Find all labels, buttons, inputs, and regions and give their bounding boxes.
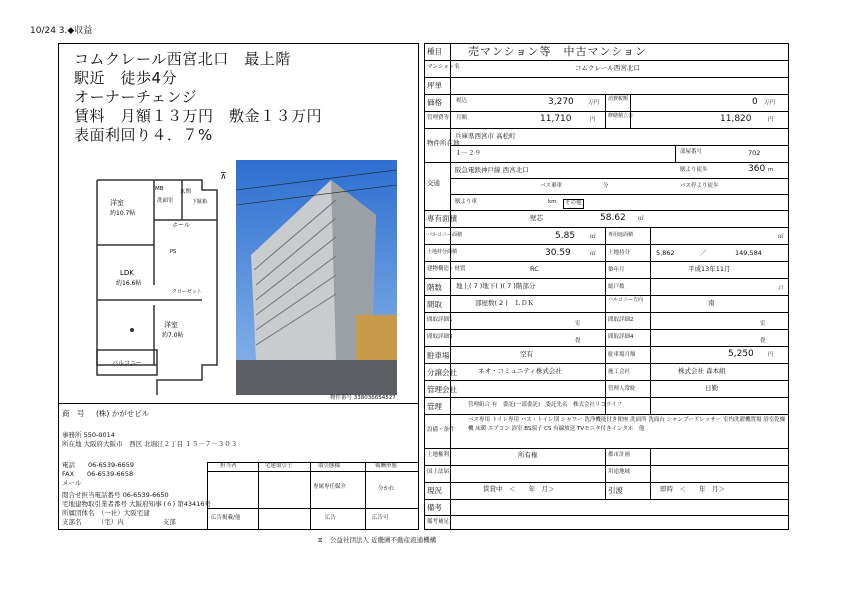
label-kanrihi: 管理費等: [427, 115, 450, 121]
unit-price: 万円: [588, 100, 600, 106]
value-handover: 即時 ＜ 年 月＞: [660, 485, 725, 493]
company-line-1: 事務所 550-0014: [62, 431, 115, 439]
td-ad-ok: 広告可: [372, 515, 389, 521]
label-bus: バス乗車: [540, 183, 563, 189]
label-built: 築年月: [608, 267, 625, 273]
value-status: 賃貸中 ＜ 年 月＞: [483, 485, 555, 493]
td-torihiki: 専属専任媒介: [313, 484, 347, 490]
value-builder: 株式会社 森本組: [678, 367, 726, 375]
value-balcony-dir: 南: [708, 299, 715, 307]
value-facilities: バス専用 トイレ専用 バス・トイレ別 シャワー 洗浄機能付き便座 洗面所 洗面台 シャンプードレッサー 室内洗濯機置場 浴室乾燥機 床暖 エアコン 浴室 BS端子 CS 有線放送 TVモニタ付きインタホ 他: [468, 417, 786, 432]
value-price: 3,270: [548, 97, 574, 107]
headline-line-4: 賃料 月額１３万円 敷金１３万円: [74, 107, 323, 125]
building-photo: [236, 160, 397, 395]
label-kanrihi-month: 月額: [456, 115, 468, 121]
label-parking: 駐車場: [427, 351, 450, 360]
label-total-units: 総戸数: [608, 284, 625, 290]
headline-line-2: 駅近 徒歩4分: [74, 69, 178, 87]
unit-parking-fee: 円: [768, 352, 774, 358]
value-shumoku: 売マンション等 中古マンション: [468, 45, 648, 58]
label-shumoku: 種目: [427, 47, 442, 56]
unit-repair: 円: [768, 117, 774, 123]
value-area-kind: 壁芯: [530, 214, 543, 222]
shogo-label: 商 号: [62, 409, 85, 418]
unit-balcony: ㎡: [590, 234, 596, 240]
th-houshu: 報酬形態: [375, 463, 398, 469]
label-builder: 施工会社: [608, 369, 631, 375]
label-madori4: 間取詳細4: [608, 334, 634, 340]
company-license: 宅地建物取引業者番号 大阪府知事 (６) 第43416号: [62, 500, 211, 508]
label-price-tax: 税込: [456, 98, 468, 104]
label-remarks: 備考: [427, 503, 442, 512]
unit-madori3-a: 畳: [575, 338, 581, 344]
label-land-rights: 土地権利: [427, 452, 450, 458]
value-land: 30.59: [545, 248, 571, 258]
label-tsubo: 坪単: [427, 81, 442, 90]
room-label-balcony: バルコニー: [112, 360, 143, 367]
th-tantou: 担当者: [220, 463, 237, 469]
label-layout: 間取: [427, 300, 442, 309]
value-layout: 部屋数( 2 ) ＬＤＫ: [475, 299, 534, 307]
value-address-1: 兵庫県西宮市 高松町: [455, 132, 516, 140]
company-line-2: 所在地 大阪府大阪市 西区 北堀江２丁目 １５－７－３０３: [62, 440, 238, 448]
label-status: 現況: [427, 486, 442, 495]
label-handover: 引渡: [608, 486, 623, 495]
value-built: 平成13年11月: [688, 265, 731, 273]
value-repair: 11,820: [720, 114, 752, 124]
value-room: 702: [748, 149, 761, 157]
headline-line-3: オーナーチェンジ: [74, 88, 198, 106]
unit-madori1-a: 室: [575, 321, 581, 327]
td-ad: 広告: [325, 515, 337, 521]
footer-text: 公益社団法人 近畿圏不動産流通機構: [330, 536, 437, 544]
th-takken: 宅建取引士: [265, 463, 293, 469]
label-mansion: マンション名: [427, 64, 460, 70]
label-land-share: 土地持分: [608, 250, 631, 256]
value-balcony: 5.85: [555, 231, 576, 241]
room-label-2: 洋室: [164, 321, 178, 329]
label-location: 物件所在地: [427, 139, 460, 147]
label-car: 駅より車: [455, 199, 478, 205]
label-room: 部屋番号: [680, 149, 703, 155]
room-area-ldk: 約16.6帖: [116, 280, 142, 287]
label-manage-co: 管理会社: [427, 385, 457, 394]
label-kanri: 管理: [427, 402, 442, 411]
company-fax: FAX 06-6539-6658: [62, 470, 134, 478]
label-private-garden: 専用庭面積: [608, 232, 634, 238]
label-repair: 修繕積立金: [608, 113, 634, 119]
unit-walk: m: [768, 167, 774, 173]
unit-consumption-tax: 万円: [764, 100, 776, 106]
unit-land: ㎡: [590, 251, 596, 257]
label-structure: 建物構造・材質: [427, 266, 466, 272]
label-madori2: 間取詳細2: [608, 317, 634, 323]
room-label-ps: PS: [170, 249, 177, 255]
room-label-hall: ホール: [172, 222, 190, 229]
north-arrow-icon: ⊼: [220, 172, 227, 182]
room-label-shoebox: 下駄箱: [192, 199, 208, 205]
td-ad-label: 広告掲載/他: [211, 515, 241, 521]
room-label-ldk: LDK: [120, 269, 134, 277]
room-label-mb: MB: [155, 186, 164, 192]
label-floors: 階数: [427, 283, 442, 292]
room-area-1: 約10.7帖: [110, 210, 136, 217]
value-area: 58.62: [600, 213, 626, 223]
value-seller: ネオ・コミュニティ株式会社: [478, 367, 562, 375]
unit-madori4-a: 畳: [760, 338, 766, 344]
th-torihiki: 取引態様: [318, 463, 341, 469]
value-land-share-b: 149,584: [735, 249, 762, 257]
td-houshu: 分かれ: [378, 486, 395, 492]
company-branch: 支部名 （宅）内 支部: [62, 518, 176, 526]
unit-madori2-a: 室: [760, 321, 766, 327]
label-balcony-dir: バルコニー方向: [608, 297, 644, 303]
page-header: 10/24 3.◆収益: [30, 26, 93, 36]
label-consumption-tax: 消費税額: [608, 96, 629, 102]
label-remarks2: 備考補足: [427, 519, 450, 525]
value-floors: 地上( 7 )地下( )( 7 )階部分: [456, 282, 536, 290]
label-bus-walk: バス停より徒歩: [680, 183, 719, 189]
value-kanrihi: 11,710: [540, 114, 572, 124]
unit-area: ㎡: [638, 216, 644, 222]
label-madori3: 間取詳細3: [427, 334, 453, 340]
value-kanri: 管理組合 有 委託(一部委託) 委託先名 株式会社リコライフ: [468, 402, 623, 408]
value-parking-fee: 5,250: [728, 349, 754, 359]
label-balcony: バルコニー面積: [427, 232, 463, 238]
value-parking: 空有: [520, 350, 533, 358]
label-seller: 分譲会社: [427, 368, 457, 377]
company-contact: 閲合せ担当電話番号 06-6539-6650: [62, 491, 169, 499]
room-label-bath: 洗面室: [157, 198, 174, 204]
label-bus-min: 分: [603, 183, 609, 189]
value-land-rights: 所有権: [518, 451, 538, 459]
label-madori1: 間取詳細1: [427, 317, 453, 323]
label-walk: 駅より徒歩: [680, 167, 708, 173]
label-city-plan: 都市計画: [608, 452, 631, 458]
footer-logo-icon: ⧖: [318, 536, 323, 544]
unit-private-garden: ㎡: [778, 234, 784, 240]
company-phone: 電話 06-6539-6659: [62, 461, 135, 469]
label-price: 価格: [427, 98, 442, 107]
label-land: 土地持分面積: [427, 249, 458, 255]
unit-car: km: [548, 199, 557, 205]
label-land-law: 国土法届: [427, 469, 450, 475]
label-manager: 管理人常駐: [608, 386, 636, 392]
label-traffic: 交通: [427, 179, 440, 187]
label-zoning: 用途地域: [608, 469, 631, 475]
room-area-2: 約7.0帖: [162, 332, 184, 339]
label-facilities: 設備・条件: [427, 427, 455, 433]
value-manager: 日勤: [705, 384, 718, 392]
room-label-entrance: 玄関: [180, 189, 192, 195]
label-area: 専有面積: [427, 214, 457, 223]
company-assoc: 所属団体名 （一社）大阪宅建: [62, 509, 150, 517]
label-other: その他: [563, 199, 584, 209]
floorplan: [92, 165, 222, 395]
headline-line-1: コムクレール西宮北口 最上階: [74, 50, 291, 68]
room-label-closet: クローゼット: [172, 289, 202, 295]
value-consumption-tax: 0: [752, 97, 758, 107]
photo-caption: 物件番号 338036654527: [330, 395, 396, 401]
company-name: (株) かがせビル: [96, 409, 150, 418]
value-land-share-a: 5,862: [656, 249, 675, 257]
room-label-1: 洋室: [110, 199, 124, 207]
company-mail: メール: [62, 479, 82, 487]
value-walk: 360: [748, 164, 766, 174]
unit-kanrihi: 円: [590, 117, 596, 123]
label-parking-fee: 駐車場月額: [608, 352, 636, 358]
value-line: 阪急電鉄神戸線 西宮北口: [455, 166, 529, 174]
unit-total-units: 戸: [778, 286, 784, 292]
value-mansion: コムクレール西宮北口: [575, 64, 640, 72]
value-structure: RC: [530, 265, 539, 273]
headline-line-5: 表面利回り４．７%: [74, 126, 213, 144]
value-address-2: １－２９: [455, 149, 481, 157]
